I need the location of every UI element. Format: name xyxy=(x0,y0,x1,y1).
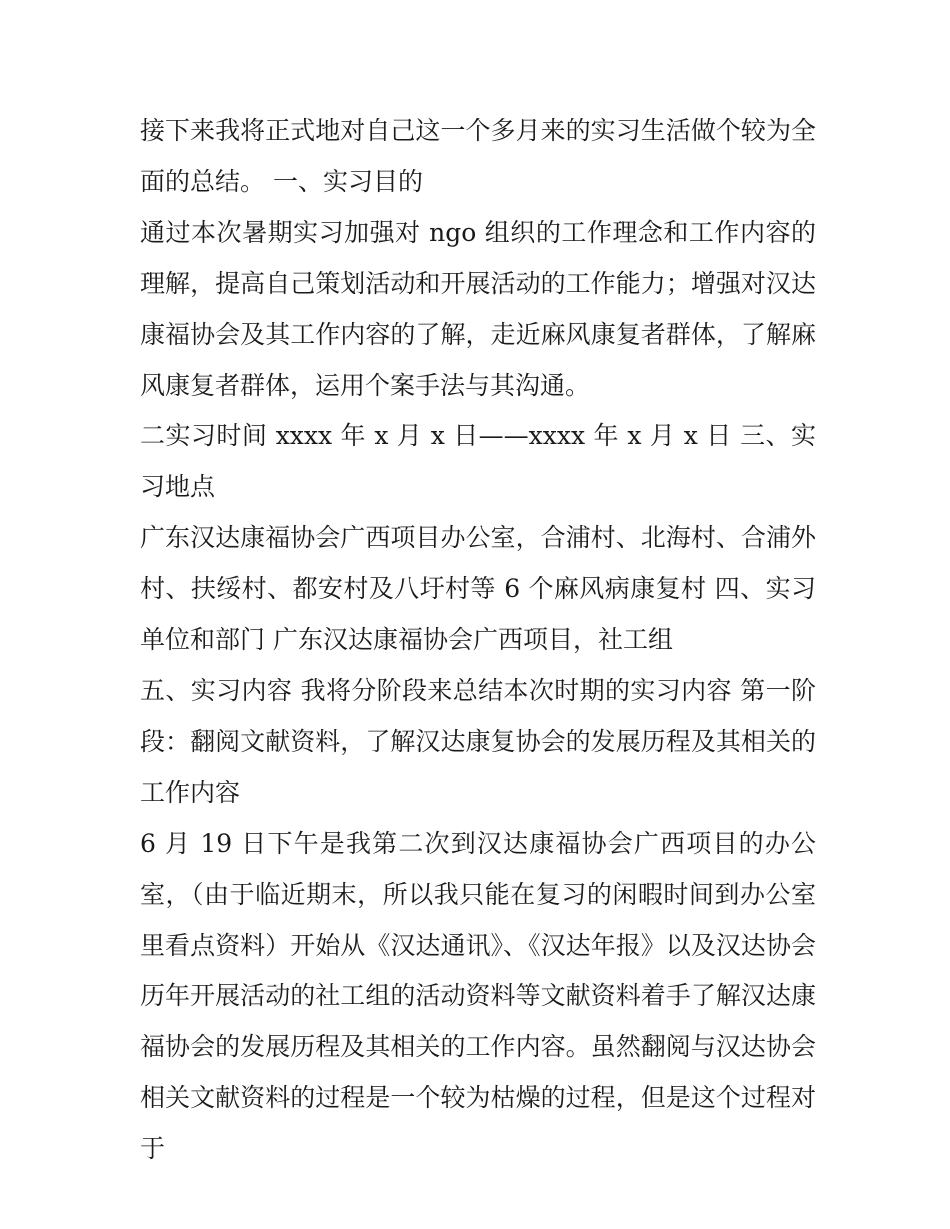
paragraph-internship-content: 五、实习内容 我将分阶段来总结本次时期的实习内容 第一阶段：翻阅文献资料，了解汉达康复协会的发展历程及其相关的工作内容 xyxy=(140,675,816,807)
paragraph-internship-location: 广东汉达康福协会广西项目办公室，合浦村、北海村、合浦外村、扶绥村、都安村及八圩村等 6 个麻风病康复村 四、实习单位和部门 广东汉达康福协会广西项目，社工组 xyxy=(140,523,816,655)
document-body xyxy=(140,106,816,1175)
paragraph-summary-intro: 接下来我将正式地对自己这一个多月来的实习生活做个较为全面的总结。 一、实习目的 xyxy=(140,116,816,196)
paragraph-first-stage-detail: 6 月 19 日下午是我第二次到汉达康福协会广西项目的办公室，（由于临近期末，所以我只能在复习的闲暇时间到办公室里看点资料）开始从《汉达通讯》、《汉达年报》以及汉达协会历年开展活动的社工组的活动资料等文献资料着手了解汉达康福协会的发展历程及其相关的工作内容。虽然翻阅与汉达协会相关文献资料的过程是一个较为枯燥的过程，但是这个过程对于 xyxy=(140,828,816,1164)
paragraph-internship-goal: 通过本次暑期实习加强对 ngo 组织的工作理念和工作内容的理解，提高自己策划活动和开展活动的工作能力；增强对汉达康福协会及其工作内容的了解，走近麻风康复者群体，了解麻风康复者群体，运用个案手法与其沟通。 xyxy=(140,217,816,400)
paragraph-internship-time: 二实习时间 xxxx 年 x 月 x 日——xxxx 年 x 月 x 日 三、实习地点 xyxy=(140,421,816,502)
